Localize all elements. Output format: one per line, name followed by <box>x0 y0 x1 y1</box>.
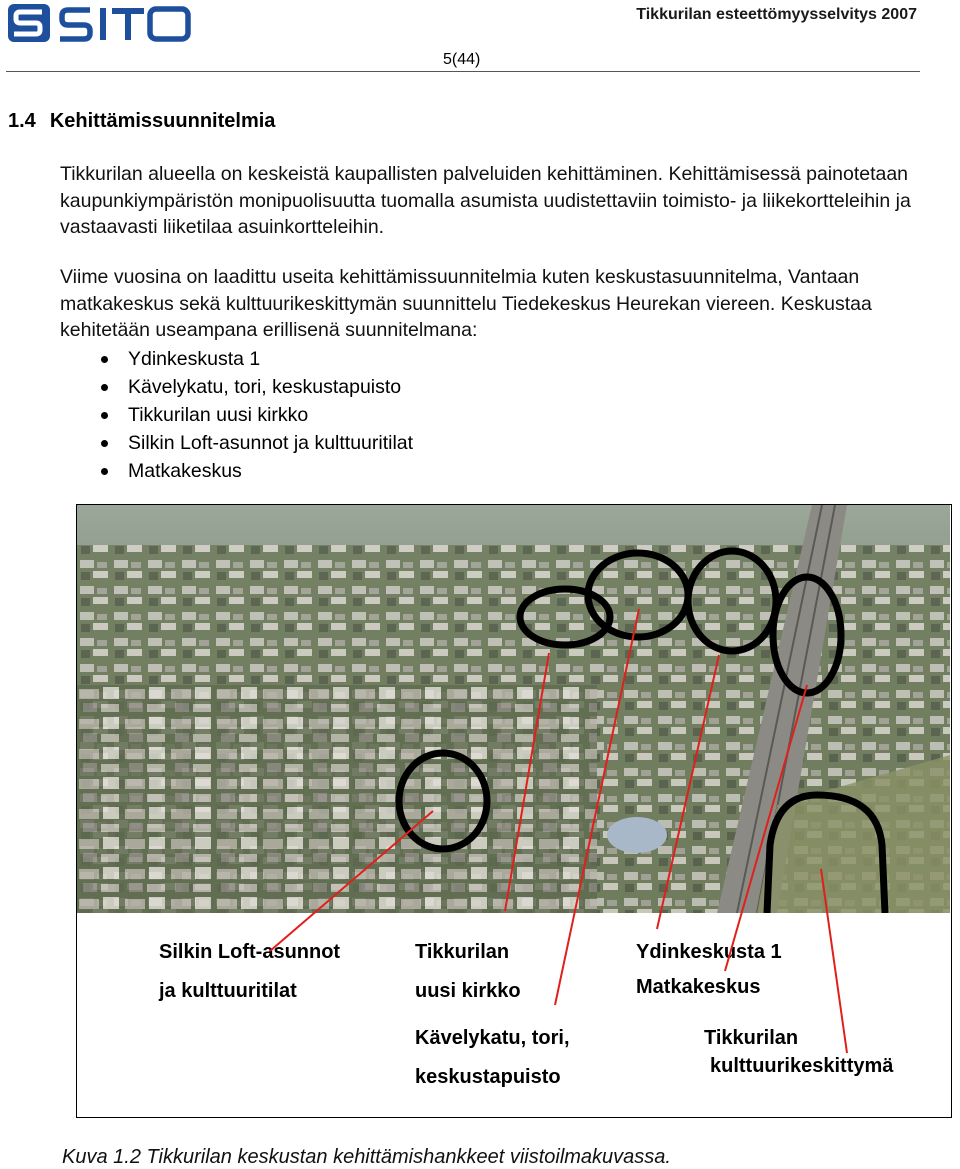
label-kulttuuri-line1: Tikkurilan <box>704 1027 799 1049</box>
document-title: Tikkurilan esteettömyysselvitys 2007 <box>636 6 917 23</box>
paragraph-intro: Tikkurilan alueella on keskeistä kaupallisten palveluiden kehittäminen. Kehittämisessä painotetaan kaupunkiympäristön monipuolisuutta tuomalla asumista uudistettaviin toimisto- ja liikekortteleihin ja vastaavasti liiketilaa asuinkortteleihin. <box>60 163 911 238</box>
label-kulttuuri-line2: kulttuurikeskittymä <box>710 1055 894 1077</box>
label-silkin-line1: Silkin Loft-asunnot <box>159 941 341 963</box>
label-kavelykatu-line2: keskustapuisto <box>415 1066 561 1088</box>
label-ydinkeskusta: Ydinkeskusta 1 <box>636 941 782 963</box>
section-title: Kehittämissuunnitelmia <box>49 110 276 132</box>
label-kirkko-line2: uusi kirkko <box>415 980 521 1002</box>
aerial-figure <box>76 504 952 1118</box>
label-matkakeskus: Matkakeskus <box>636 976 761 998</box>
list-item: Silkin Loft-asunnot ja kulttuuritilat <box>96 429 413 457</box>
figure-caption: Kuva 1.2 Tikkurilan keskustan kehittämishankkeet viistoilmakuvassa. <box>62 1146 671 1168</box>
plan-list <box>96 345 413 485</box>
pointer-lines <box>77 505 950 1117</box>
bullet-icon <box>101 356 108 363</box>
list-item: Matkakeskus <box>96 457 413 485</box>
label-kavelykatu-line1: Kävelykatu, tori, <box>415 1027 570 1049</box>
page-number: 5(44) <box>443 51 481 68</box>
paragraph-plans: Viime vuosina on laadittu useita kehittämissuunnitelmia kuten keskustasuunnitelma, Vantaan matkakeskus sekä kulttuurikeskittymän suunnittelu Tiedekeskus Heurekan viereen. Keskustaa kehitetään useampana erillisenä suunnitelmana: <box>60 266 872 341</box>
bullet-icon <box>101 468 108 475</box>
section-heading <box>8 110 275 133</box>
sito-logo <box>6 0 196 46</box>
bullet-icon <box>101 412 108 419</box>
bullet-icon <box>101 440 108 447</box>
list-item: Tikkurilan uusi kirkko <box>96 401 413 429</box>
list-item: Ydinkeskusta 1 <box>96 345 413 373</box>
section-number: 1.4 <box>8 110 36 132</box>
header-divider <box>6 71 920 72</box>
label-kirkko-line1: Tikkurilan <box>415 941 510 963</box>
bullet-icon <box>101 384 108 391</box>
list-item: Kävelykatu, tori, keskustapuisto <box>96 373 413 401</box>
label-silkin-line2: ja kulttuuritilat <box>159 980 297 1002</box>
